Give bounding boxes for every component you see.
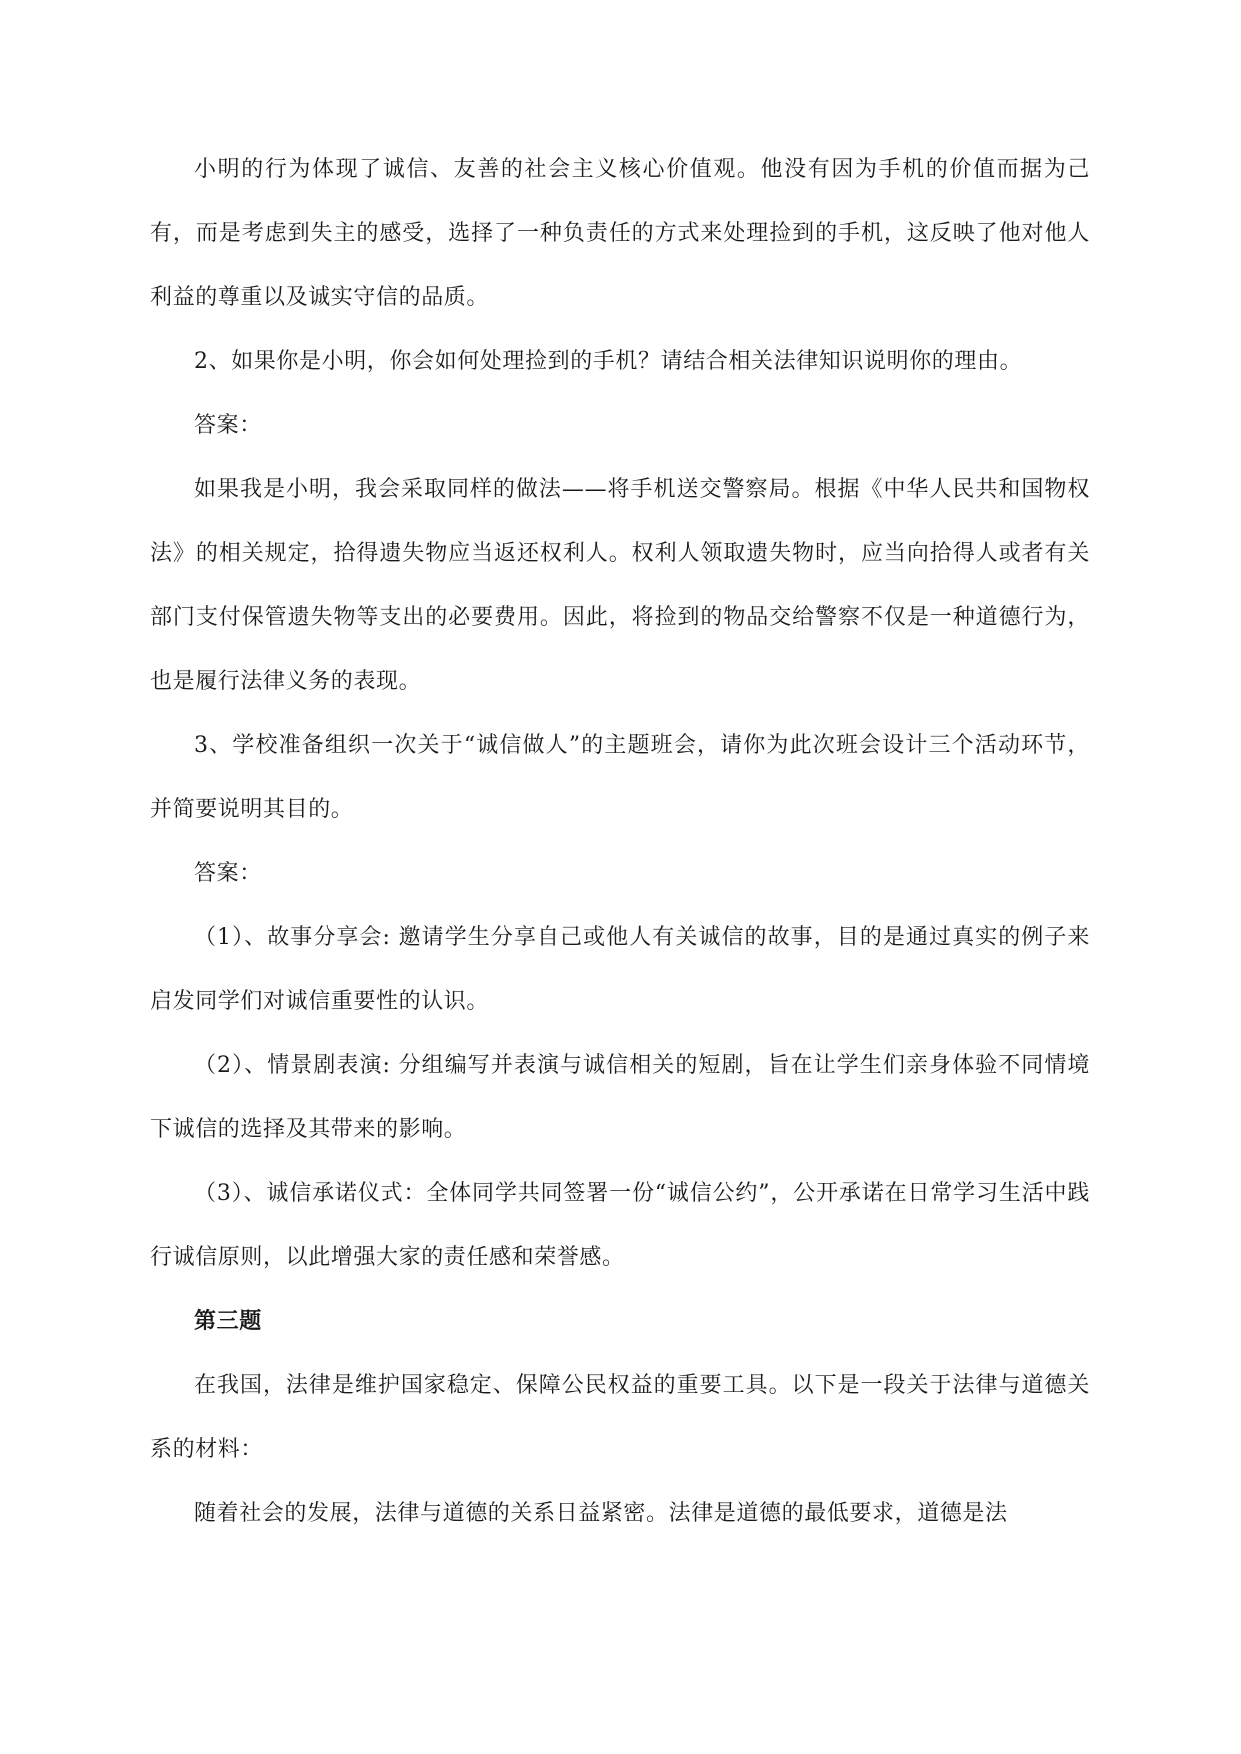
answer-3-item-2: （2）、情景剧表演: 分组编写并表演与诚信相关的短剧，旨在让学生们亲身体验不同情境下诚信的选择及其带来的影响。 (150, 1053, 1090, 1142)
paragraph-analysis: 小明的行为体现了诚信、友善的社会主义核心价值观。他没有因为手机的价值而据为己有，而是考虑到失主的感受，选择了一种负责任的方式来处理捡到的手机，这反映了他对他人利益的尊重以及诚实守信的品质。 (150, 157, 1090, 310)
answer-3-item-3: （3）、诚信承诺仪式：全体同学共同签署一份“诚信公约”，公开承诺在日常学习生活中践行诚信原则，以此增强大家的责任感和荣誉感。 (150, 1181, 1090, 1270)
section-3-intro: 在我国，法律是维护国家稳定、保障公民权益的重要工具。以下是一段关于法律与道德关系的材料： (150, 1373, 1090, 1462)
answer-label-2: 答案： (194, 413, 262, 438)
section-3-material: 随着社会的发展，法律与道德的关系日益紧密。法律是道德的最低要求，道德是法 (194, 1501, 1008, 1526)
question-2: 2、如果你是小明，你会如何处理捡到的手机？请结合相关法律知识说明你的理由。 (194, 349, 1023, 374)
question-3: 3、学校准备组织一次关于“诚信做人”的主题班会，请你为此次班会设计三个活动环节，并简要说明其目的。 (150, 733, 1090, 822)
answer-2: 如果我是小明，我会采取同样的做法——将手机送交警察局。根据《中华人民共和国物权法》的相关规定，拾得遗失物应当返还权利人。权利人领取遗失物时，应当向拾得人或者有关部门支付保管遗失物等支出的必要费用。因此，将捡到的物品交给警察不仅是一种道德行为，也是履行法律义务的表现。 (150, 477, 1090, 694)
section-title-3: 第三题 (194, 1309, 262, 1334)
document-body (150, 138, 1090, 1546)
answer-3-item-1: （1）、故事分享会: 邀请学生分享自己或他人有关诚信的故事，目的是通过真实的例子来启发同学们对诚信重要性的认识。 (150, 925, 1090, 1014)
answer-label-3: 答案： (194, 861, 262, 886)
